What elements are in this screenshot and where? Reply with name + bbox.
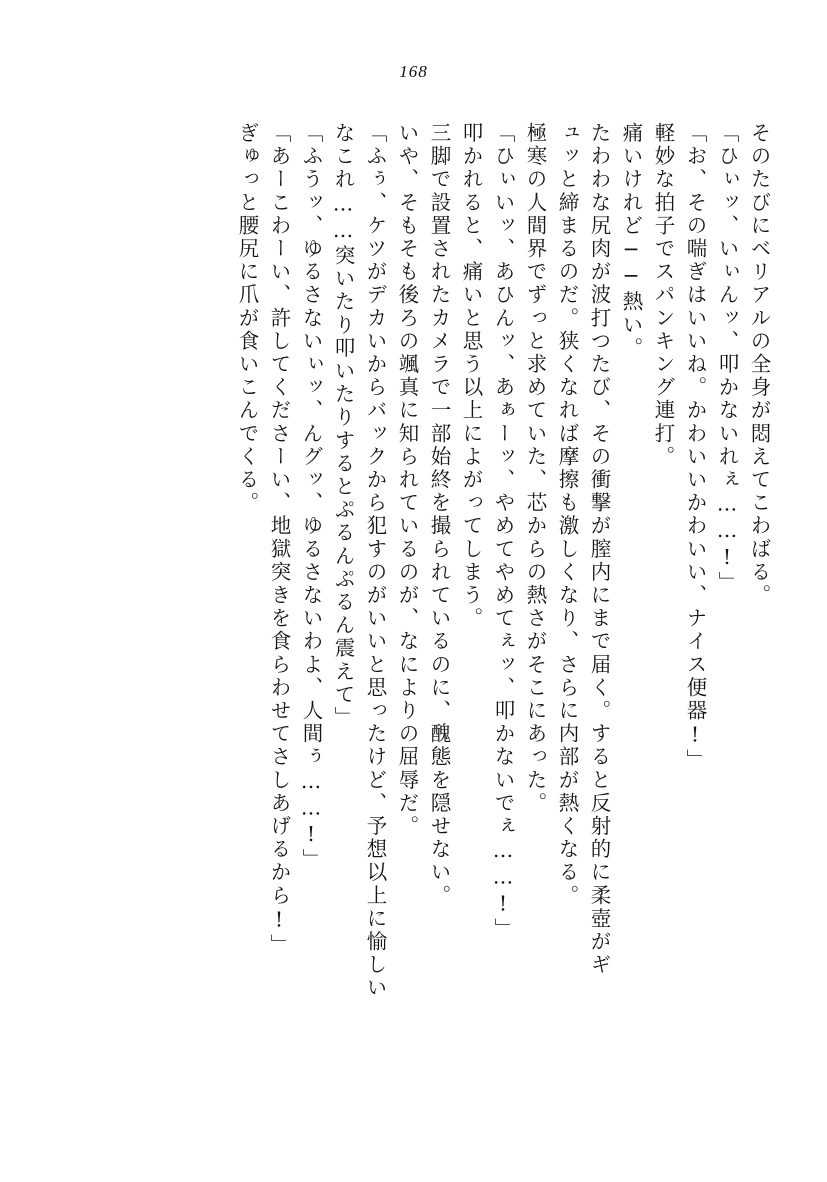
vertical-text-block: [58, 122, 769, 1082]
text-line: ぎゅっと腰尻に爪が食いこんでくる。: [235, 122, 259, 515]
text-line: 痛いけれど──熱い。: [619, 122, 643, 360]
page-number: 168: [399, 62, 428, 81]
text-line: ュッと締まるのだ。狭くなれば摩擦も激しくなり、さらに内部が熱くなる。: [555, 122, 579, 908]
text-line: 叩かれると、痛いと思う以上によがってしまう。: [459, 122, 483, 631]
text-line: 軽妙な拍子でスパンキング連打。: [651, 122, 675, 469]
text-line: 「ひぃいッ、あひんッ、あぁーッ、やめてやめてぇッ、叩かないでぇ……!」: [491, 122, 515, 941]
text-line: 「ふぅ、ケツがデカいからバックから犯すのがいいと思ったけど、予想以上に愉しい: [363, 122, 387, 1000]
text-line: そのたびにベリアルの全身が悶えてこわばる。: [747, 122, 771, 608]
text-line: 極寒の人間界でずっと求めていた、芯からの熱さがそこにあった。: [523, 122, 547, 815]
text-line: いや、そもそも後ろの颯真に知られているのが、なによりの屈辱だ。: [395, 122, 419, 839]
text-line: 「お、その喘ぎはいいね。かわいいかわいい、ナイス便器!」: [683, 122, 707, 773]
text-line: なこれ……突いたり叩いたりするとぷるんぷるん震えて」: [331, 122, 355, 730]
text-line: 「ひぃッ、いぃんッ、叩かないれぇ……!」: [715, 122, 739, 595]
text-line: 「ふうッ、ゆるさないぃッ、んグッ、ゆるさないわよ、人間ぅ……!」: [299, 122, 323, 872]
text-line: たわわな尻肉が波打つたび、その衝撃が膣内にまで届く。すると反射的に柔壺がギ: [587, 122, 611, 977]
text-line: 三脚で設置されたカメラで一部始終を撮られているのに、醜態を隠せない。: [427, 122, 451, 908]
text-line: 「あーこわーい、許してくださーい、地獄突きを食らわせてさしあげるから!」: [267, 122, 291, 958]
